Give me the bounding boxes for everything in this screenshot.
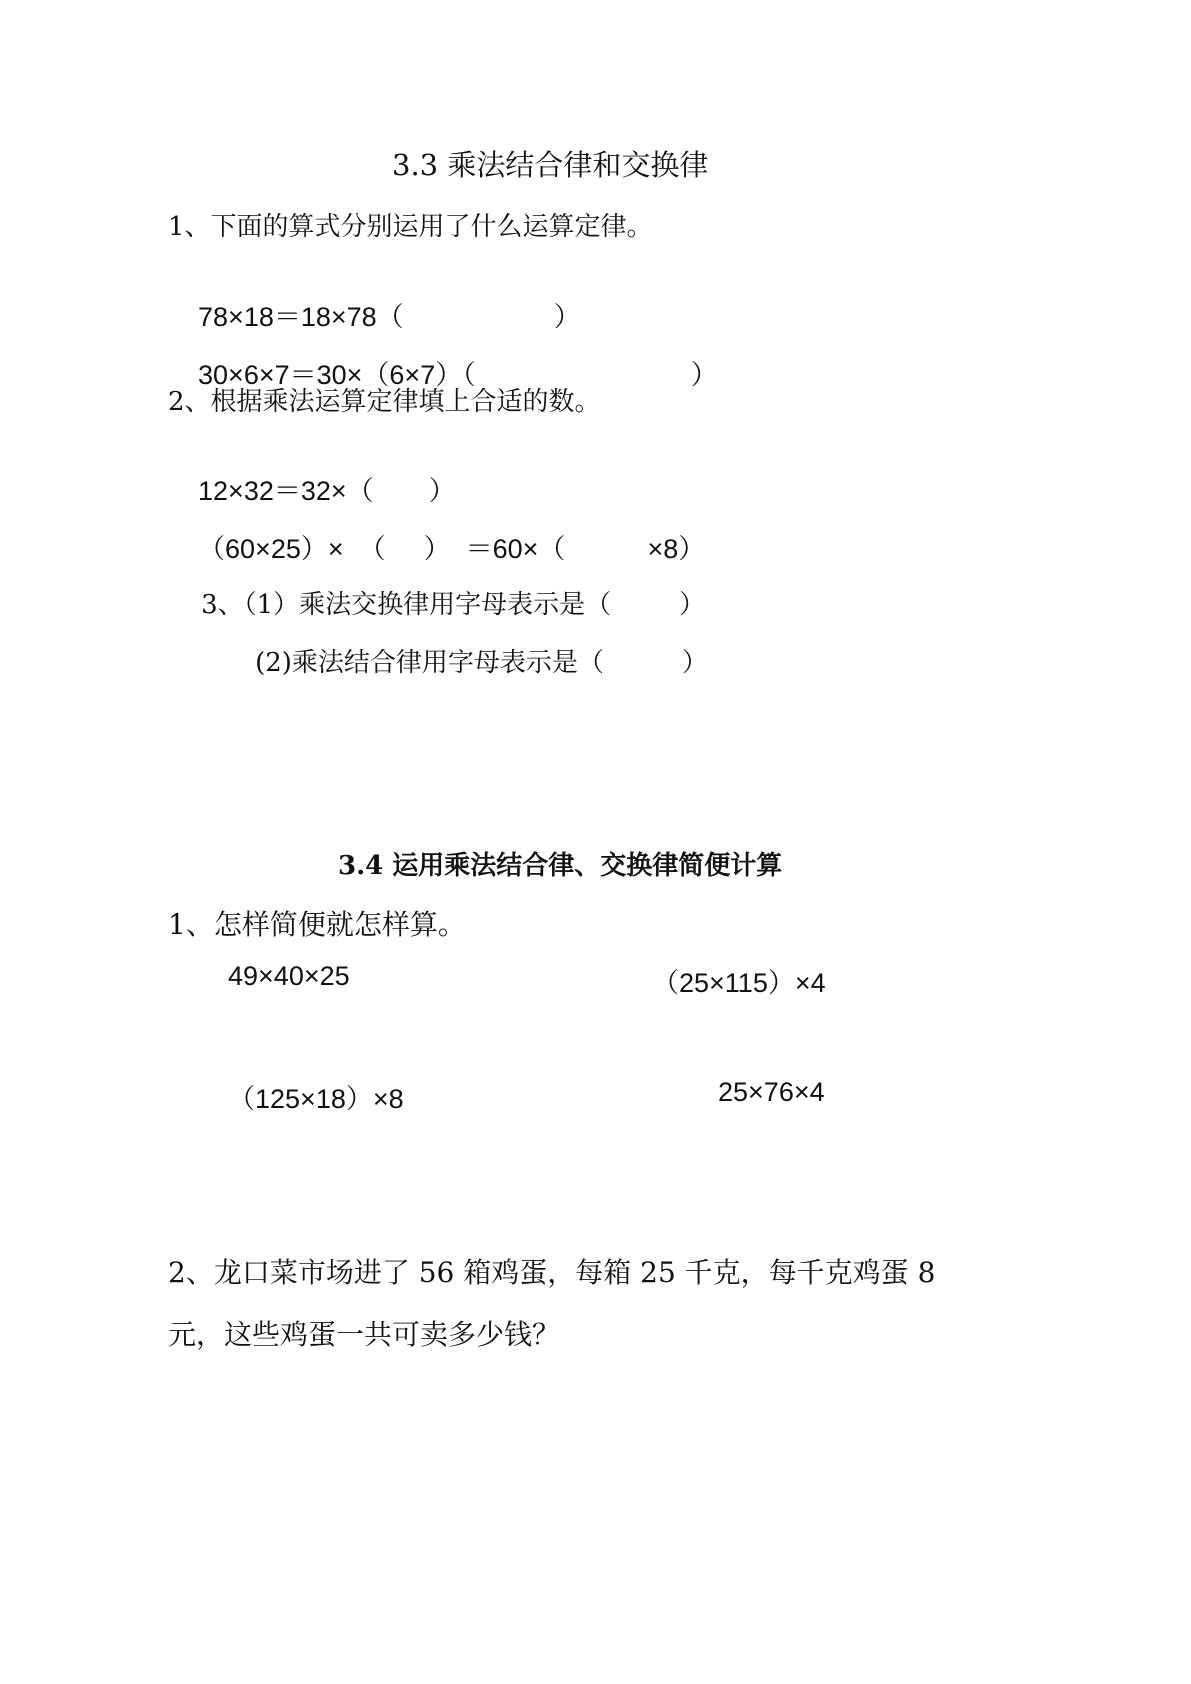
close-paren: ） bbox=[553, 302, 581, 332]
expression: 30×6×7＝30×（6×7）（ bbox=[198, 360, 476, 390]
question-2-prompt: 2、根据乘法运算定律填上合适的数。 bbox=[168, 387, 601, 417]
question-1-prompt-s2: 1、怎样简便就怎样算。 bbox=[168, 908, 466, 941]
close-paren: ） bbox=[681, 648, 708, 678]
close-paren: ） bbox=[679, 590, 706, 620]
calc-expression-2: （25×115）×4 bbox=[652, 968, 826, 998]
calc-expression-3: （125×18）×8 bbox=[228, 1084, 404, 1114]
word-problem-line-2: 元，这些鸡蛋一共可卖多少钱？ bbox=[168, 1318, 561, 1351]
expression-part-b: ） ＝60×（ bbox=[423, 534, 566, 564]
word-problem-line-1: 2、龙口菜市场进了 56 箱鸡蛋，每箱 25 千克，每千克鸡蛋 8 bbox=[168, 1256, 936, 1289]
question-3-part-2 bbox=[222, 612, 708, 709]
section-title-3-4: 3.4 运用乘法结合律、交换律简便计算 bbox=[338, 851, 783, 881]
expression: 78×18＝18×78（ bbox=[198, 302, 404, 332]
question-text: (2)乘法结合律用字母表示是（ bbox=[255, 648, 604, 678]
close-paren: ） bbox=[428, 476, 456, 506]
close-paren: ） bbox=[690, 360, 718, 390]
calc-expression-4: 25×76×4 bbox=[718, 1077, 825, 1107]
calc-expression-1: 49×40×25 bbox=[228, 961, 350, 991]
expression-part-c: ×8） bbox=[647, 534, 706, 564]
question-1-prompt: 1、下面的算式分别运用了什么运算定律。 bbox=[168, 212, 653, 242]
expression: 12×32＝32×（ bbox=[198, 476, 374, 506]
question-text: 3、（1）乘法交换律用字母表示是（ bbox=[201, 590, 612, 620]
expression-part-a: （60×25）× （ bbox=[198, 534, 386, 564]
section-title-3-3: 3.3 乘法结合律和交换律 bbox=[392, 148, 709, 182]
